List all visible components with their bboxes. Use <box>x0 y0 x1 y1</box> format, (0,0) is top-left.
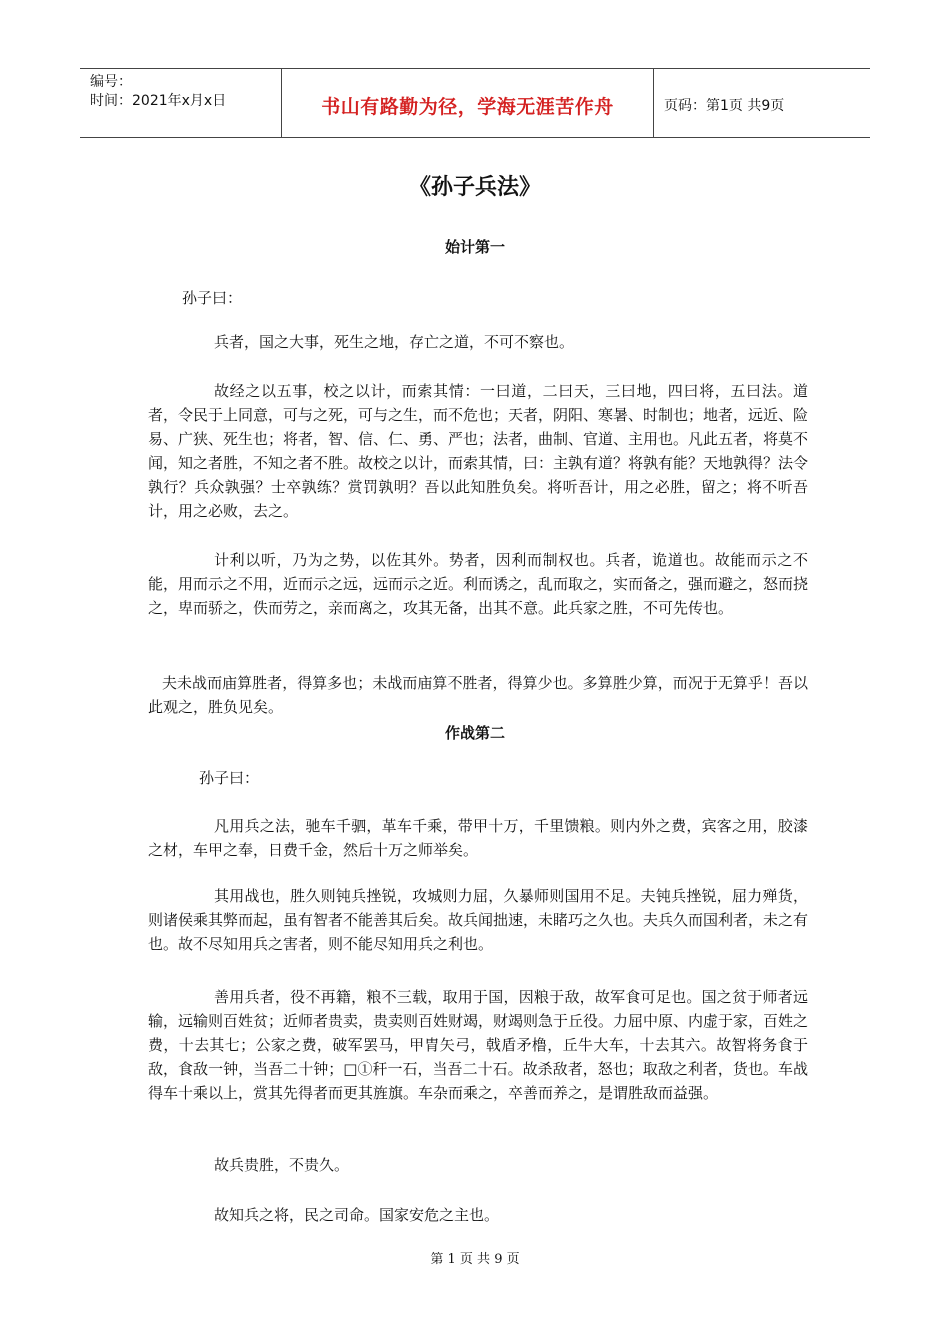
page-header <box>80 68 870 138</box>
paragraph: 故知兵之将，民之司命。国家安危之主也。 <box>214 1206 500 1224</box>
paragraph: 善用兵者，役不再籍，粮不三载，取用于国，因粮于敌，故军食可足也。国之贫于师者远输，远输则百姓贫；近师者贵卖，贵卖则百姓财竭，财竭则急于丘役。力屈中原、内虚于家，百姓之费，十去其七；公家之费，破军罢马，甲胄矢弓，戟盾矛橹，丘牛大车，十去其六。故智将务食于敌，食敌一钟，当吾二十钟；□①秆一石，当吾二十石。故杀敌者，怒也；取敌之利者，货也。车战得车十乘以上，赏其先得者而更其旌旗。车杂而乘之，卒善而养之，是谓胜敌而益强。 <box>148 988 809 1102</box>
paragraph: 计利以听，乃为之势，以佐其外。势者，因利而制权也。兵者，诡道也。故能而示之不能，用而示之不用，近而示之远，远而示之近。利而诱之，乱而取之，实而备之，强而避之，怒而挠之，卑而骄之，佚而劳之，亲而离之，攻其无备，出其不意。此兵家之胜，不可先传也。 <box>148 551 809 617</box>
paragraph: 凡用兵之法，驰车千驷，革车千乘，带甲十万，千里馈粮。则内外之费，宾客之用，胶漆之材，车甲之奉，日费千金，然后十万之师举矣。 <box>148 817 808 859</box>
chapter-heading: 作战第二 <box>444 724 505 742</box>
chapter-heading: 始计第一 <box>444 238 505 256</box>
paragraph: 兵者，国之大事，死生之地，存亡之道，不可不察也。 <box>214 333 575 351</box>
code-label: 编号： <box>90 74 132 90</box>
header-page-code: 页码：第1页 共9页 <box>664 98 785 114</box>
speaker-line: 孙子曰： <box>182 289 243 307</box>
paragraph: 其用战也，胜久则钝兵挫锐，攻城则力屈，久暴师则国用不足。夫钝兵挫锐，屈力殚货，则诸侯乘其弊而起，虽有智者不能善其后矣。故兵闻拙速，未睹巧之久也。夫兵久而国利者，未之有也。故不尽知用兵之害者，则不能尽知用兵之利也。 <box>148 887 809 953</box>
page-footer: 第 1 页 共 9 页 <box>430 1252 520 1267</box>
speaker-line: 孙子曰： <box>199 769 260 787</box>
header-meta <box>80 69 282 137</box>
header-motto: 书山有路勤为径，学海无涯苦作舟 <box>282 69 654 137</box>
paragraph: 夫未战而庙算胜者，得算多也；未战而庙算不胜者，得算少也。多算胜少算，而况于无算乎！吾以此观之，胜负见矣。 <box>148 674 808 716</box>
time-label: 时间：2021年x月x日 <box>90 93 227 109</box>
paragraph: 故经之以五事，校之以计，而索其情：一曰道，二曰天，三曰地，四曰将，五曰法。道者，令民于上同意，可与之死，可与之生，而不危也；天者，阴阳、寒暑、时制也；地者，远近、险易、广狭、死生也；将者，智、信、仁、勇、严也；法者，曲制、官道、主用也。凡此五者，将莫不闻，知之者胜，不知之者不胜。故校之以计，而索其情，曰：主孰有道？将孰有能？天地孰得？法令孰行？兵众孰强？士卒孰练？赏罚孰明？吾以此知胜负矣。将听吾计，用之必胜，留之；将不听吾计，用之必败，去之。 <box>148 382 809 520</box>
document-title: 《孙子兵法》 <box>408 175 541 200</box>
paragraph: 故兵贵胜，不贵久。 <box>214 1156 350 1174</box>
